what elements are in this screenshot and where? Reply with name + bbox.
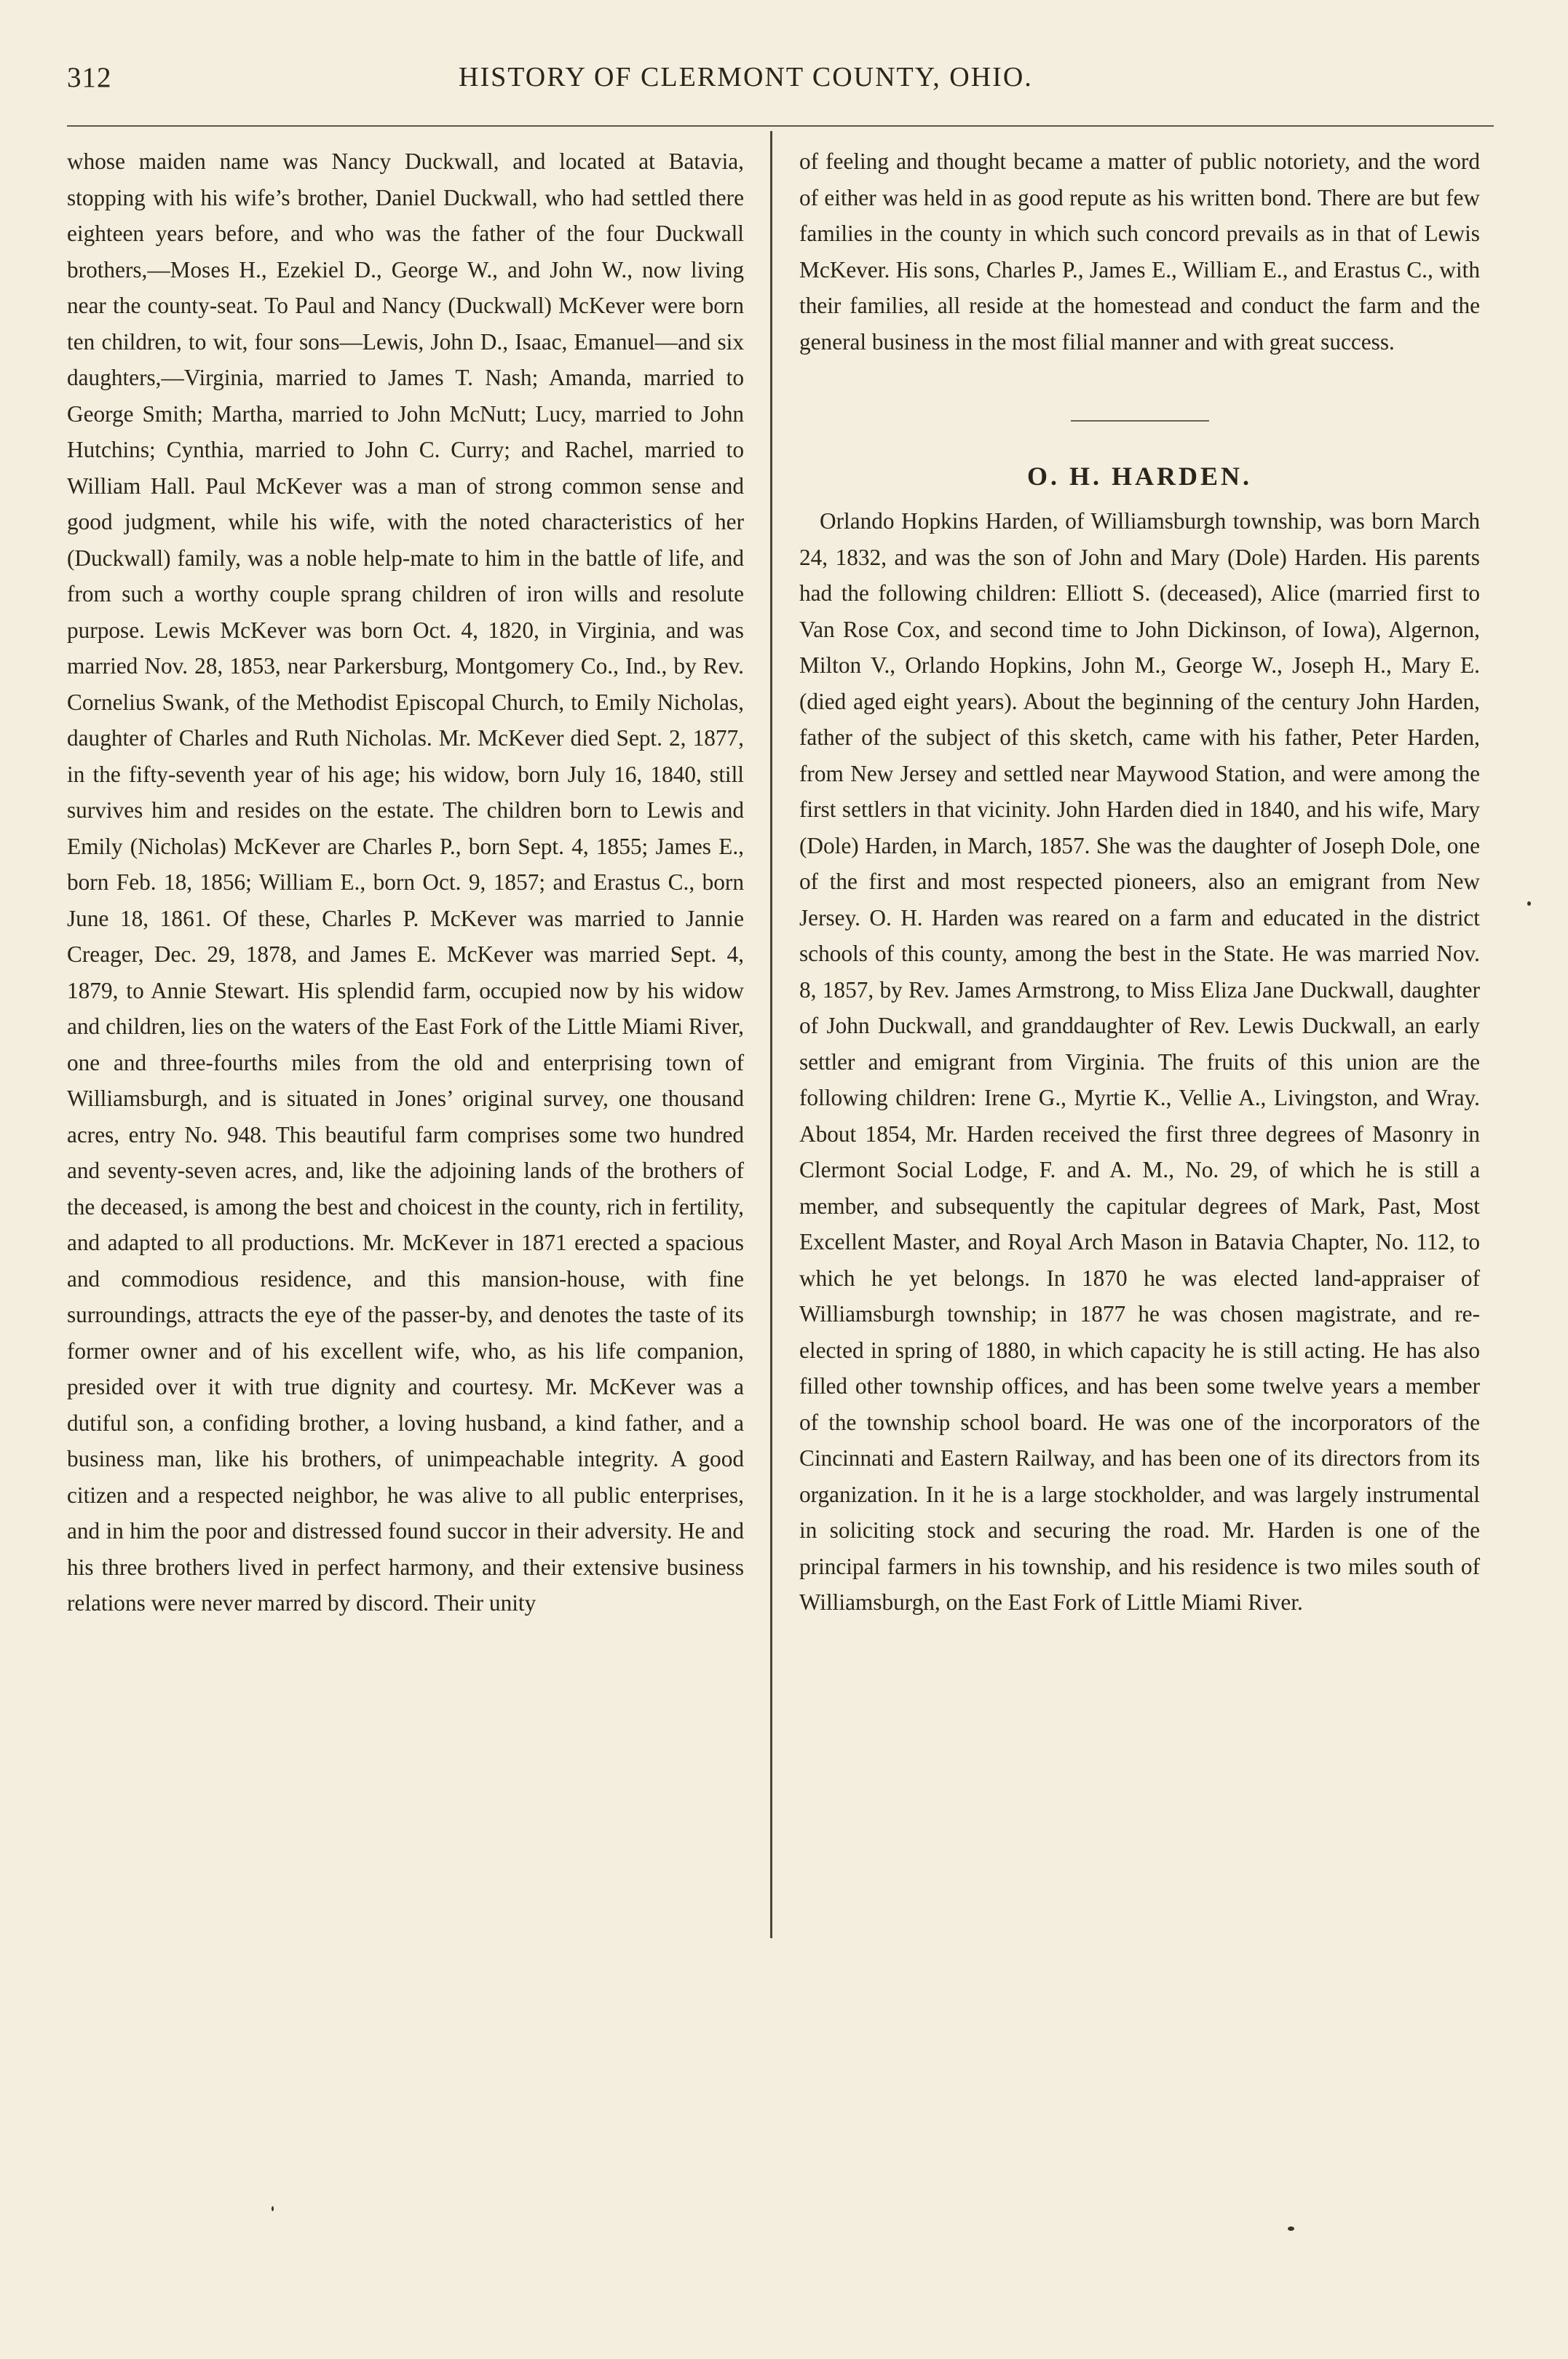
running-title: HISTORY OF CLERMONT COUNTY, OHIO.: [459, 62, 1033, 92]
column-divider: [770, 131, 772, 1938]
header-rule: [67, 125, 1494, 127]
biography-paragraph: Orlando Hopkins Harden, of Williamsburgh township, was born March 24, 1832, and was the son of John and Mary (Dole) Harden. His parents had the following children: Elliott S. (deceased), Alice (married first to Van Rose Cox, and second time to John Dickinson, of Iowa), Algernon, Milton V., Orlando Hopkins, John M., George W., Joseph H., Mary E. (died aged eight years). About the beginning of the century John Harden, father of the subject of this sketch, came with his father, Peter Harden, from New Jersey and settled near Maywood Station, and were among the first settlers in that vicinity. John Harden died in 1840, and his wife, Mary (Dole) Harden, in March, 1857. She was the daughter of Joseph Dole, one of the first and most respected pioneers, also an emigrant from New Jersey. O. H. Harden was reared on a farm and educated in the district schools of this county, among the best in the State. He was married Nov. 8, 1857, by Rev. James Armstrong, to Miss Eliza Jane Duckwall, daughter of John Duckwall, and granddaughter of Rev. Lewis Duckwall, an early settler and emigrant from Virginia. The fruits of this union are the following children: Irene G., Myrtie K., Vellie A., Livingston, and Wray. About 1854, Mr. Harden received the first three degrees of Masonry in Clermont Social Lodge, F. and A. M., No. 29, of which he is still a member, and subsequently the capitular degrees of Mark, Past, Most Excellent Master, and Royal Arch Mason in Batavia Chapter, No. 112, to which he yet belongs. In 1870 he was elected land-appraiser of Williamsburgh township; in 1877 he was chosen magistrate, and re-elected in spring of 1880, in which capacity he is still acting. He has also filled other township offices, and has been some twelve years a member of the township school board. He was one of the incorporators of the Cincinnati and Eastern Railway, and has been one of its directors from its organization. In it he is a large stockholder, and was largely instrumental in soliciting stock and securing the road. Mr. Harden is one of the principal farmers in his township, and his residence is two miles south of Williamsburgh, on the East Fork of Little Miami River.: [799, 508, 1480, 1615]
print-speck: [1527, 901, 1531, 906]
right-column: [799, 143, 1480, 1949]
section-title: O. H. HARDEN.: [1026, 462, 1252, 491]
left-column-paragraph: whose maiden name was Nancy Duckwall, and located at Batavia, stopping with his wife’s brother, Daniel Duckwall, who had settled there eighteen years before, and who was the father of the four Duckwall brothers,—Moses H., Ezekiel D., George W., and John W., now living near the county-seat. To Paul and Nancy (Duckwall) McKever were born ten children, to wit, four sons—Lewis, John D., Isaac, Emanuel—and six daughters,—Virginia, married to James T. Nash; Amanda, married to George Smith; Martha, married to John McNutt; Lucy, married to John Hutchins; Cynthia, married to John C. Curry; and Rachel, married to William Hall. Paul McKever was a man of strong common sense and good judgment, while his wife, with the noted characteristics of her (Duckwall) family, was a noble help-mate to him in the battle of life, and from such a worthy couple sprang children of iron wills and resolute purpose. Lewis McKever was born Oct. 4, 1820, in Virginia, and was married Nov. 28, 1853, near Parkersburg, Montgomery Co., Ind., by Rev. Cornelius Swank, of the Methodist Episcopal Church, to Emily Nicholas, daughter of Charles and Ruth Nicholas. Mr. McKever died Sept. 2, 1877, in the fifty-seventh year of his age; his widow, born July 16, 1840, still survives him and resides on the estate. The children born to Lewis and Emily (Nicholas) McKever are Charles P., born Sept. 4, 1855; James E., born Feb. 18, 1856; William E., born Oct. 9, 1857; and Erastus C., born June 18, 1861. Of these, Charles P. McKever was married to Jannie Creager, Dec. 29, 1878, and James E. McKever was married Sept. 4, 1879, to Annie Stewart. His splendid farm, occupied now by his widow and children, lies on the waters of the East Fork of the Little Miami River, one and three-fourths miles from the old and enterprising town of Williamsburgh, and is situated in Jones’ original survey, one thousand acres, entry No. 948. This beautiful farm comprises some two hundred and seventy-seven acres, and, like the adjoining lands of the brothers of the deceased, is among the best and choicest in the county, rich in fertility, and adapted to all productions. Mr. McKever in 1871 erected a spacious and commodious residence, and this mansion-house, with fine surroundings, attracts the eye of the passer-by, and denotes the taste of its former owner and of his excellent wife, who, as his life companion, presided over it with true dignity and courtesy. Mr. McKever was a dutiful son, a confiding brother, a loving husband, a kind father, and a business man, like his brothers, of unimpeachable integrity. A good citizen and a respected neighbor, he was alive to all public enterprises, and in him the poor and distressed found succor in their adversity. He and his three brothers lived in perfect harmony, and their extensive business relations were never marred by discord. Their unity: [67, 149, 744, 1616]
continued-paragraph: of feeling and thought became a matter of public notoriety, and the word of either was held in as good repute as his written bond. There are but few families in the county in which such concord prevails as in that of Lewis McKever. His sons, Charles P., James E., William E., and Erastus C., with their families, all reside at the homestead and conduct the farm and the general business in the most filial manner and with great success.: [799, 149, 1480, 355]
print-speck: [1288, 2226, 1294, 2231]
page-header: [67, 61, 1086, 105]
print-speck: [272, 2206, 274, 2211]
page-number: 312: [67, 62, 112, 93]
section-divider-rule: [1071, 420, 1209, 422]
left-column: [67, 143, 744, 1935]
